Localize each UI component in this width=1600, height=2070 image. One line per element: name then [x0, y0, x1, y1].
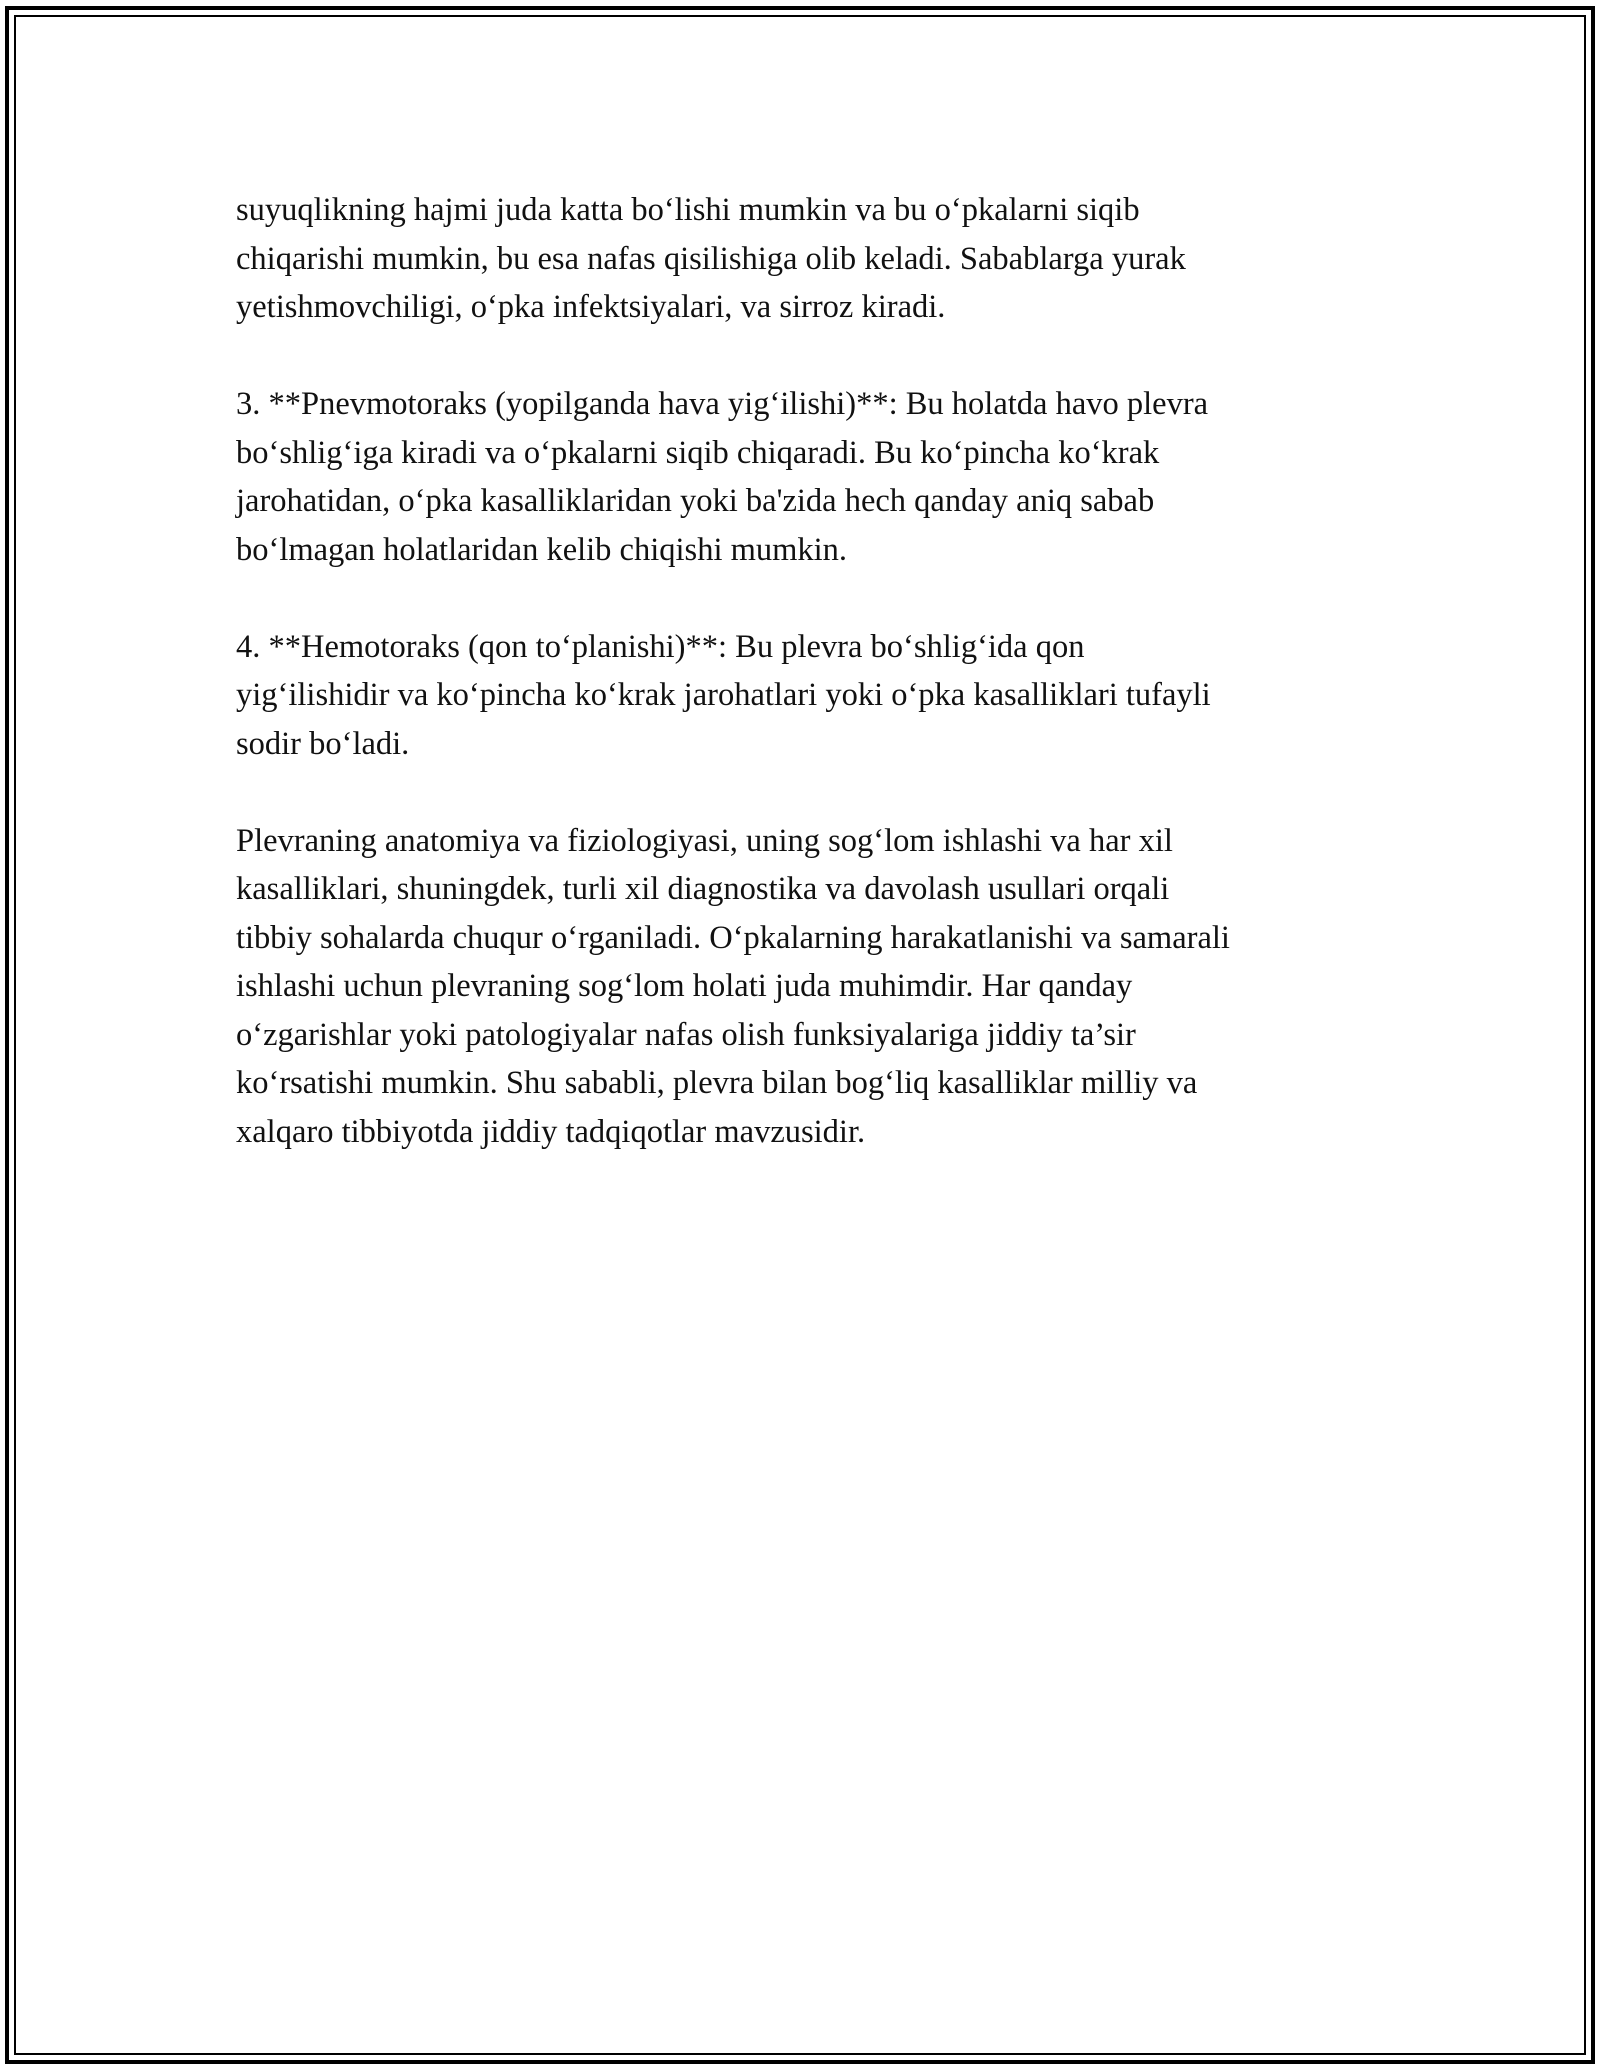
text-line: jarohatidan, o‘pka kasalliklaridan yoki ba'zida hech qanday aniq sabab: [236, 483, 1155, 519]
paragraph-conclusion: [236, 817, 1376, 1157]
paragraph-hemothorax: [236, 623, 1376, 769]
text-line: yig‘ilishidir va ko‘pincha ko‘krak jarohatlari yoki o‘pka kasalliklari tufayli: [236, 677, 1211, 713]
text-line: suyuqlikning hajmi juda katta bo‘lishi mumkin va bu o‘pkalarni siqib: [236, 192, 1140, 228]
text-line: bo‘shlig‘iga kiradi va o‘pkalarni siqib chiqaradi. Bu ko‘pincha ko‘krak: [236, 434, 1160, 471]
text-line: o‘zgarishlar yoki patologiyalar nafas olish funksiyalariga jiddiy ta’sir: [236, 1016, 1136, 1053]
paragraph-pleural-effusion-causes: [236, 186, 1376, 332]
text-line: Plevraning anatomiya va fiziologiyasi, uning sog‘lom ishlashi va har xil: [236, 822, 1173, 859]
text-line: kasalliklari, shuningdek, turli xil diagnostika va davolash usullari orqali: [236, 871, 1170, 907]
text-line: ishlashi uchun plevraning sog‘lom holati juda muhimdir. Har qanday: [236, 968, 1133, 1004]
text-line: bo‘lmagan holatlaridan kelib chiqishi mumkin.: [236, 531, 848, 568]
text-line: xalqaro tibbiyotda jiddiy tadqiqotlar mavzusidir.: [236, 1113, 866, 1150]
paragraph-pneumothorax: [236, 380, 1376, 574]
text-line: tibbiy sohalarda chuqur o‘rganiladi. O‘pkalarning harakatlanishi va samarali: [236, 919, 1230, 956]
text-line: 3. **Pnevmotoraks (yopilganda hava yig‘ilishi)**: Bu holatda havo plevra: [236, 386, 1209, 422]
document-body: [236, 186, 1376, 1205]
text-line: sodir bo‘ladi.: [236, 725, 410, 762]
text-line: chiqarishi mumkin, bu esa nafas qisilishiga olib keladi. Sabablarga yurak: [236, 240, 1186, 277]
text-line: yetishmovchiligi, o‘pka infektsiyalari, va sirroz kiradi.: [236, 289, 946, 325]
text-line: ko‘rsatishi mumkin. Shu sababli, plevra bilan bog‘liq kasalliklar milliy va: [236, 1065, 1198, 1101]
text-line: 4. **Hemotoraks (qon to‘planishi)**: Bu plevra bo‘shlig‘ida qon: [236, 628, 1085, 665]
